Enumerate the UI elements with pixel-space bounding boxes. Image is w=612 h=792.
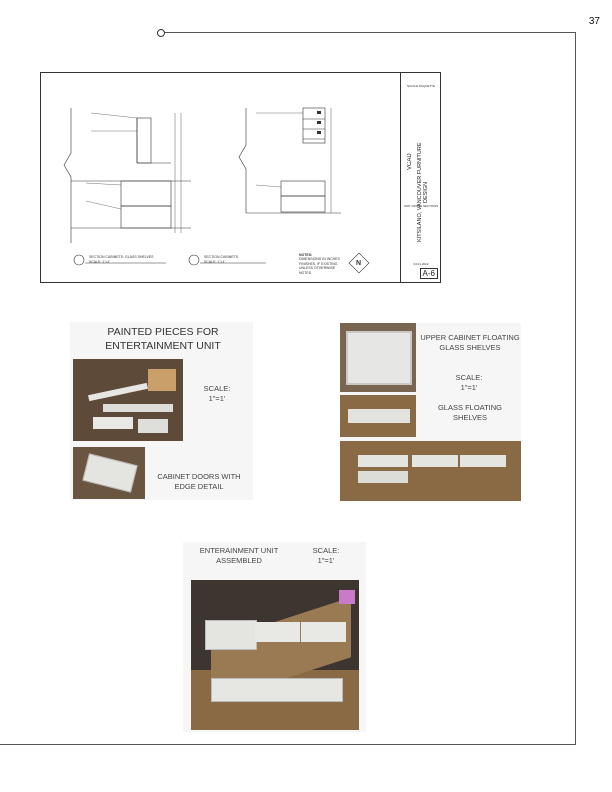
- drawing-sheet: [40, 72, 441, 283]
- section-a-scale: SCALE: 1"=1': [89, 260, 111, 264]
- frame-line-top: [162, 32, 576, 33]
- assembled-scale-value: 1"=1': [317, 555, 335, 565]
- notes-body: DIMENSIONS IN INCHES FINISHES, IF EXISTING UNLESS OTHERWISE NOTED: [299, 257, 340, 275]
- cabinet-doors-caption: CABINET DOORS WITH EDGE DETAIL: [157, 472, 241, 491]
- assembled-panel: [183, 542, 366, 732]
- sheet-number: A-6: [420, 268, 438, 279]
- cabinet-doors-photo: [73, 447, 145, 499]
- shelves-scale-value: 1"=1': [460, 382, 478, 392]
- assembled-scale: [301, 546, 351, 566]
- title-block-date: 04.01.2022: [413, 262, 429, 266]
- title-block-name: NICOLE PAQUETTE: [407, 84, 435, 88]
- title-block: [400, 73, 440, 282]
- section-b-scale: SCALE: 1"=1': [204, 260, 226, 264]
- assembled-scale-label: SCALE:: [312, 546, 340, 555]
- upper-shelves-photo: [340, 323, 416, 392]
- glass-shelves-caption: GLASS FLOATING SHELVES: [437, 403, 503, 422]
- painted-pieces-photo: [73, 359, 183, 441]
- notes-block: [299, 253, 345, 275]
- painted-pieces-title: PAINTED PIECES FOR ENTERTAINMENT UNIT: [105, 326, 221, 352]
- frame-dot: [157, 29, 165, 37]
- frame-line-right: [575, 32, 576, 745]
- notes-title: NOTES:: [299, 253, 313, 257]
- section-b-label: SECTION CABINETS: [204, 255, 239, 259]
- shelves-scale: [444, 373, 494, 393]
- title-block-school: VCAD: [407, 153, 413, 171]
- painted-scale-label: SCALE:: [203, 384, 231, 393]
- assembled-title: ENTERAINMENT UNIT ASSEMBLED: [199, 546, 279, 565]
- shelf-pieces-photo: [340, 441, 521, 501]
- title-block-project-name: KITSILANO, VANCOUVER FURNITURE DESIGN: [417, 142, 430, 242]
- shelves-panel: [340, 323, 521, 501]
- title-block-sheet-title: UNIT CROSS SECTIONS: [403, 204, 439, 208]
- page-number: 37: [588, 16, 600, 27]
- assembled-unit-photo: [191, 580, 359, 730]
- painted-scale: [192, 384, 242, 404]
- painted-pieces-panel: [70, 322, 253, 500]
- section-a-label: SECTION CABINETS: GLASS SHELVES: [89, 255, 154, 259]
- north-letter: N: [356, 260, 362, 267]
- glass-shelves-photo: [340, 395, 416, 437]
- section-drawings: [41, 73, 402, 284]
- painted-scale-value: 1"=1': [208, 393, 226, 403]
- frame-line-bottom: [0, 744, 576, 745]
- title-block-project: [407, 137, 435, 247]
- upper-shelves-caption: UPPER CABINET FLOATING GLASS SHELVES: [420, 333, 520, 352]
- shelves-scale-label: SCALE:: [455, 373, 483, 382]
